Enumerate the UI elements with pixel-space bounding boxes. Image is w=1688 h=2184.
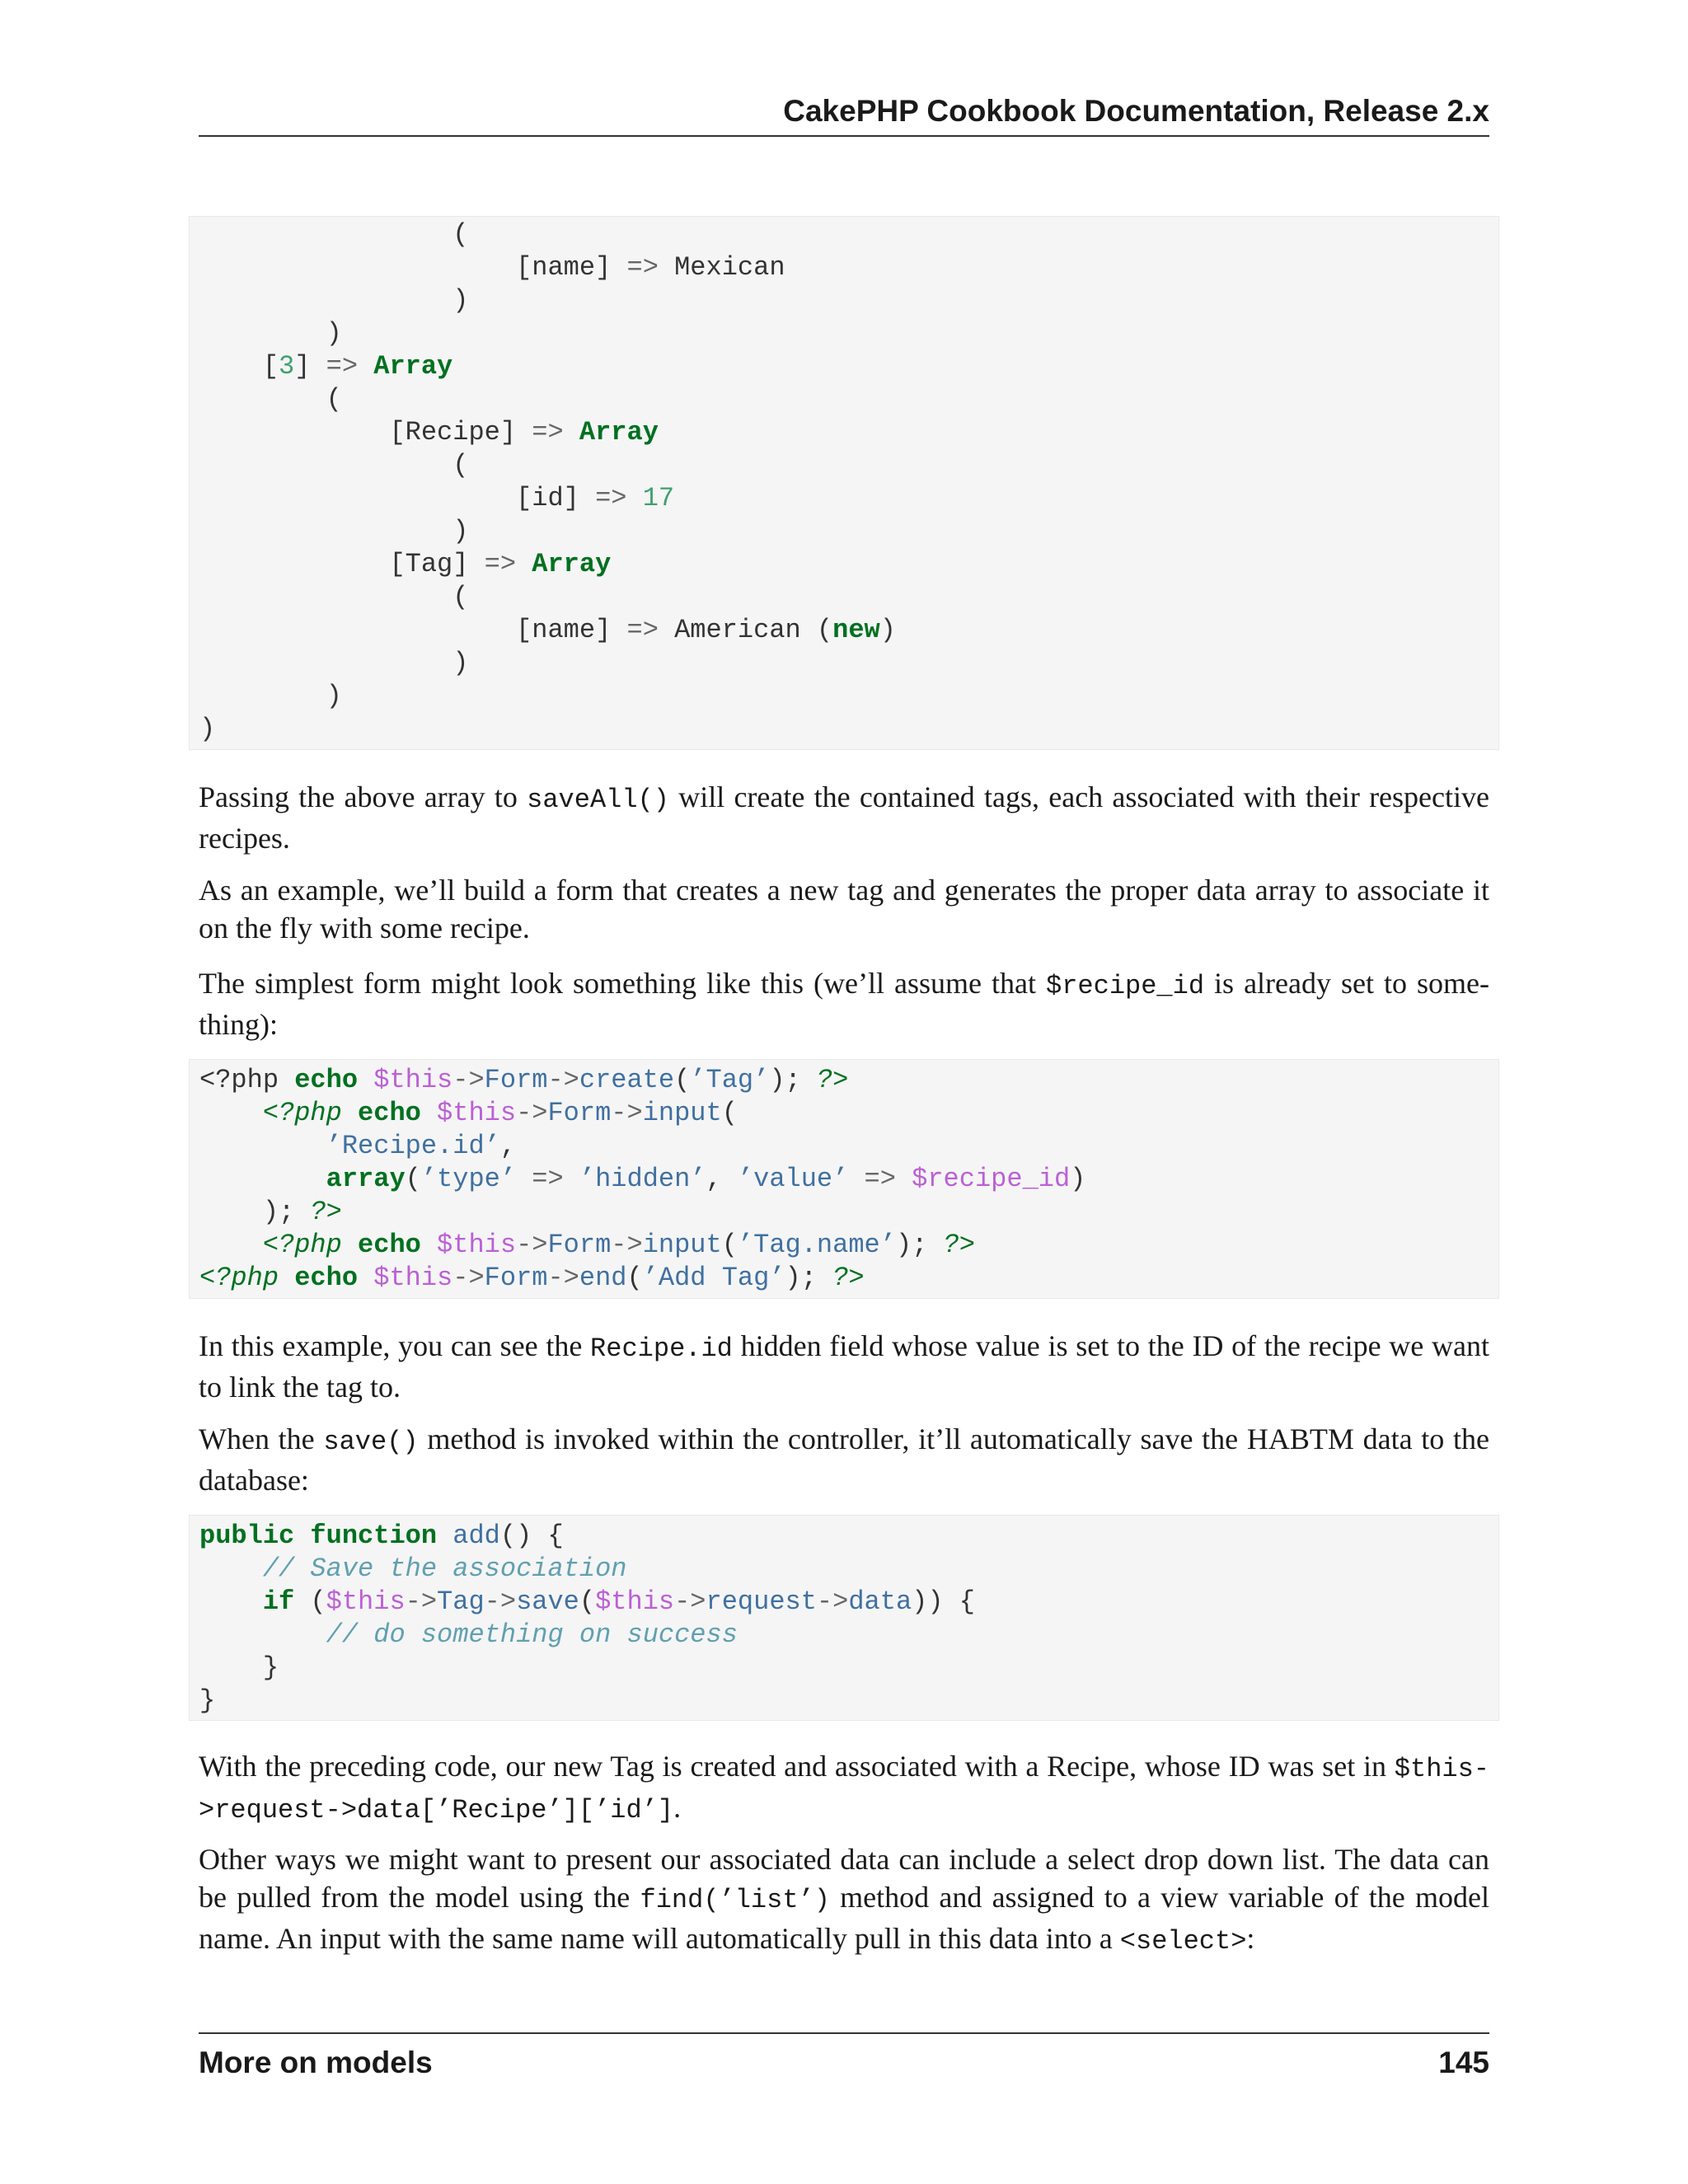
code-block-controller <box>189 1515 1499 1721</box>
paragraph-save-method: When the save() method is invoked within the controller, it’ll automatically save the HABTM data to the database: <box>199 1422 1490 1497</box>
code-line: // do something on success <box>326 1619 738 1650</box>
code-line: ( <box>199 219 469 250</box>
code-line: [name] => Mexican <box>199 252 785 283</box>
code-block-array-output <box>189 216 1499 750</box>
code-block-form <box>189 1059 1499 1299</box>
footer-section-title: More on models <box>199 2046 433 2079</box>
paragraph-recipe-id: In this example, you can see the Recipe.id hidden field whose value is set to the ID of the recipe we want to link the tag to. <box>199 1329 1489 1404</box>
code-line: ) <box>199 648 469 678</box>
code-line: ) <box>199 285 469 316</box>
code-line: [Recipe] => Array <box>199 417 659 448</box>
code-line: ( <box>199 384 342 415</box>
code-line: [3] => Array <box>199 351 453 382</box>
page-footer <box>199 2032 1489 2082</box>
page-header: CakePHP Cookbook Documentation, Release 2.x <box>199 92 1489 137</box>
code-line: <?php echo $this->Form->input( <box>262 1098 738 1128</box>
code-line: // Save the association <box>262 1554 627 1584</box>
paragraph-preceding-code: With the preceding code, our new Tag is created and associated with a Recipe, whose ID was set in $this->request->data[’Recipe’][’id’]. <box>199 1750 1489 1825</box>
code-line: if ($this->Tag->save($this->request->data)) { <box>262 1586 975 1617</box>
code-line: [name] => American (new) <box>199 615 896 645</box>
code-line: ) <box>199 714 216 744</box>
code-line: <?php echo $this->Form->input(’Tag.name’); ?> <box>262 1230 975 1260</box>
code-line: [Tag] => Array <box>199 549 612 579</box>
paragraph-example: As an example, we’ll build a form that creates a new tag and generates the proper data array to associate it on the fly with some recipe. <box>199 874 1489 944</box>
code-line: ) <box>199 318 342 349</box>
code-line: ( <box>199 582 469 612</box>
code-line: ) <box>199 516 469 546</box>
code-line: ); ?> <box>199 1197 342 1227</box>
paragraph-saveall: Passing the above array to saveAll() will create the contained tags, each associated with their respective recipes. <box>199 780 1489 855</box>
code-line: array(’type’ => ’hidden’, ’value’ => $recipe_id) <box>326 1164 1086 1194</box>
code-line: ( <box>199 450 469 480</box>
paragraph-simplest-form: The simplest form might look something like this (we’ll assume that $recipe_id is already set to some-thing): <box>199 967 1489 1041</box>
code-line: <?php echo $this->Form->end(’Add Tag’); ?> <box>199 1263 865 1293</box>
code-line: } <box>199 1685 216 1716</box>
code-line: <?php echo $this->Form->create(’Tag’); ?> <box>199 1065 849 1095</box>
code-line: } <box>199 1652 279 1683</box>
paragraph-select-list: Other ways we might want to present our associated data can include a select drop down list. The data can be pulled from the model using the find(’list’) method and assigned to a view variable of the model name. An input with the same name will automatically pull in this data into a <select>: <box>199 1843 1489 1957</box>
footer-page-number: 145 <box>1438 2046 1489 2079</box>
code-line: ’Recipe.id’, <box>326 1131 517 1161</box>
code-line: [id] => 17 <box>199 483 675 513</box>
code-line: public function add() { <box>199 1521 564 1551</box>
code-line: ) <box>199 681 342 711</box>
